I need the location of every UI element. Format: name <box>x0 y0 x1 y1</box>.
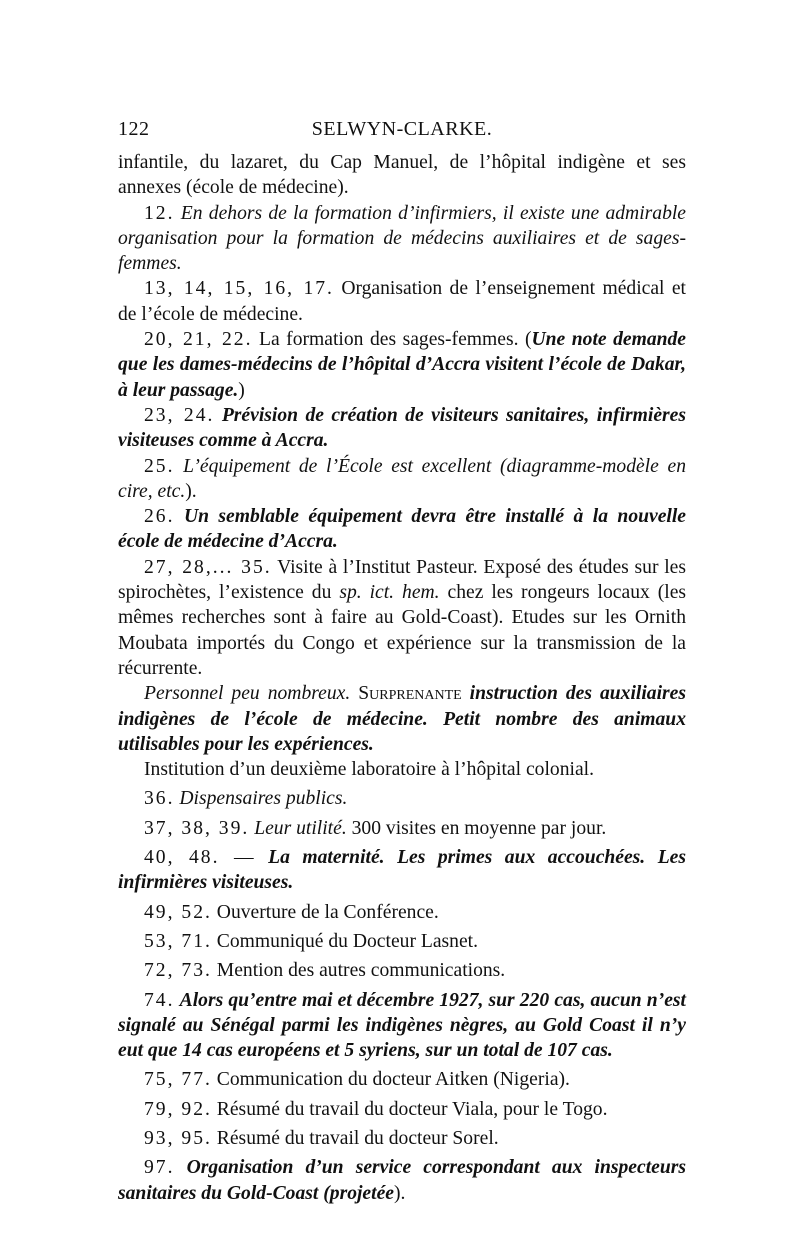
item-number: 25. <box>144 455 175 477</box>
item-text: Prévision de création de visiteurs sanitaires, infirmières visiteuses comme à Accra. <box>118 404 686 452</box>
item-text: Institution d’un deuxième laboratoire à l’hôpital colonial. <box>144 759 594 781</box>
paragraph-36 <box>118 786 686 811</box>
paragraph-49 <box>118 900 686 925</box>
item-text: Mention des autres communications. <box>216 960 506 982</box>
paragraph-institution <box>118 757 686 782</box>
item-text-end: ) <box>238 379 245 401</box>
paragraph-40 <box>118 845 686 896</box>
paragraph-75 <box>118 1067 686 1092</box>
item-number: 75, 77. <box>144 1069 212 1091</box>
item-number: 53, 71. <box>144 930 212 952</box>
paragraph-72 <box>118 958 686 983</box>
page-number: 122 <box>118 118 150 140</box>
item-text: Personnel peu nombreux. <box>144 683 351 705</box>
item-note: Une note demande que les dames-médecins de l’hôpital d’Accra visitent l’école de Dakar, à leur passage. <box>118 329 687 401</box>
item-number: 12. <box>144 202 175 224</box>
paragraph-74 <box>118 988 686 1064</box>
paragraph-25 <box>118 454 686 505</box>
item-text-end: ). <box>393 1182 406 1204</box>
item-number: 37, 38, 39. <box>144 817 250 839</box>
item-text: L’équipement de l’École est excellent ( <box>183 455 507 477</box>
item-number: 72, 73. <box>144 960 212 982</box>
item-number: 97. <box>144 1157 175 1179</box>
paragraph-personnel <box>118 681 686 757</box>
item-text: Communication du docteur Aitken (Nigeria). <box>216 1069 570 1091</box>
item-text: En dehors de la formation d’infirmiers, il existe une admirable organisation pour la formation de médecins auxiliaires et de sages-femmes. <box>118 202 687 275</box>
paragraph-26 <box>118 504 686 555</box>
item-number: 36. <box>144 788 175 810</box>
item-text: Résumé du travail du docteur Viala, pour le Togo. <box>216 1098 608 1120</box>
item-number: 74. <box>144 989 175 1011</box>
item-text: Communiqué du Docteur Lasnet. <box>216 930 478 952</box>
paragraph-23 <box>118 403 686 454</box>
item-text: Dispensaires publics. <box>179 788 348 810</box>
item-number: 20, 21, 22. <box>144 329 253 351</box>
species-name: sp. ict. hem. <box>339 582 440 604</box>
running-title: SELWYN-CLARKE. <box>311 118 493 140</box>
paragraph-13 <box>118 276 686 327</box>
item-number: 26. <box>144 506 175 528</box>
item-note: diagramme-modèle en cire, etc. <box>118 455 686 502</box>
item-text: Un semblable équipement devra être installé à la nouvelle école de médecine d’Accra. <box>118 506 686 553</box>
item-text: La formation des sages-femmes. ( <box>259 329 532 351</box>
item-number: 93, 95. <box>144 1127 212 1149</box>
item-text: Ouverture de la Conférence. <box>216 901 439 923</box>
paragraph-97 <box>118 1155 686 1206</box>
item-text: Alors qu’entre mai et décembre 1927, sur 220 cas, aucun n’est signalé au Sénégal parmi les indigènes nègres, au Gold Coast il n’y eut que 14 cas européens et 5 syriens, sur un total de 107 cas. <box>118 989 686 1062</box>
item-note: projetée <box>329 1182 394 1204</box>
item-text-end: ). <box>185 480 197 502</box>
item-text: Résumé du travail du docteur Sorel. <box>216 1127 499 1149</box>
text-line: infantile, du lazaret, du Cap Manuel, de l’hôpital indigène et ses annexes (école de médecine). <box>118 152 686 199</box>
item-text-end: chez les rongeurs locaux (les mêmes recherches sont à faire au Gold-Coast). Etudes sur les Ornith Moubata importés du Congo et expérience sur la transmission de la récurrente. <box>118 582 687 679</box>
item-number: 49, 52. <box>144 901 212 923</box>
item-text: La maternité. Les primes aux accouchées. Les infirmières visiteuses. <box>118 847 686 894</box>
item-number: 23, 24. <box>144 404 215 426</box>
paragraph-12 <box>118 201 686 277</box>
paragraph-93 <box>118 1126 686 1151</box>
paragraph-27 <box>118 555 686 681</box>
item-text: Organisation de l’enseignement médical et de l’école de médecine. <box>118 278 686 325</box>
item-text: Leur utilité. <box>254 817 347 839</box>
page-body <box>118 150 686 1206</box>
item-number: 40, 48. — <box>144 847 256 869</box>
item-text-end: instruction des auxiliaires indigènes de l’école de médecine. Petit nombre des animaux utilisables pour les expériences. <box>118 683 686 755</box>
small-caps-word: Surprenante <box>358 683 462 705</box>
paragraph-79 <box>118 1097 686 1122</box>
item-number: 79, 92. <box>144 1098 212 1120</box>
page-header <box>118 118 686 148</box>
item-number: 13, 14, 15, 16, 17. <box>144 278 334 300</box>
item-number: 27, 28,... 35. <box>144 556 272 578</box>
item-text: Organisation d’un service correspondant aux inspecteurs sanitaires du Gold-Coast ( <box>118 1157 686 1204</box>
item-text-end: 300 visites en moyenne par jour. <box>351 817 607 839</box>
paragraph-37 <box>118 816 686 841</box>
paragraph-intro <box>118 150 686 201</box>
item-text: Visite à l’Institut Pasteur. Exposé des études sur les spirochètes, l’existence du <box>118 556 686 604</box>
paragraph-20 <box>118 327 686 403</box>
paragraph-53 <box>118 929 686 954</box>
